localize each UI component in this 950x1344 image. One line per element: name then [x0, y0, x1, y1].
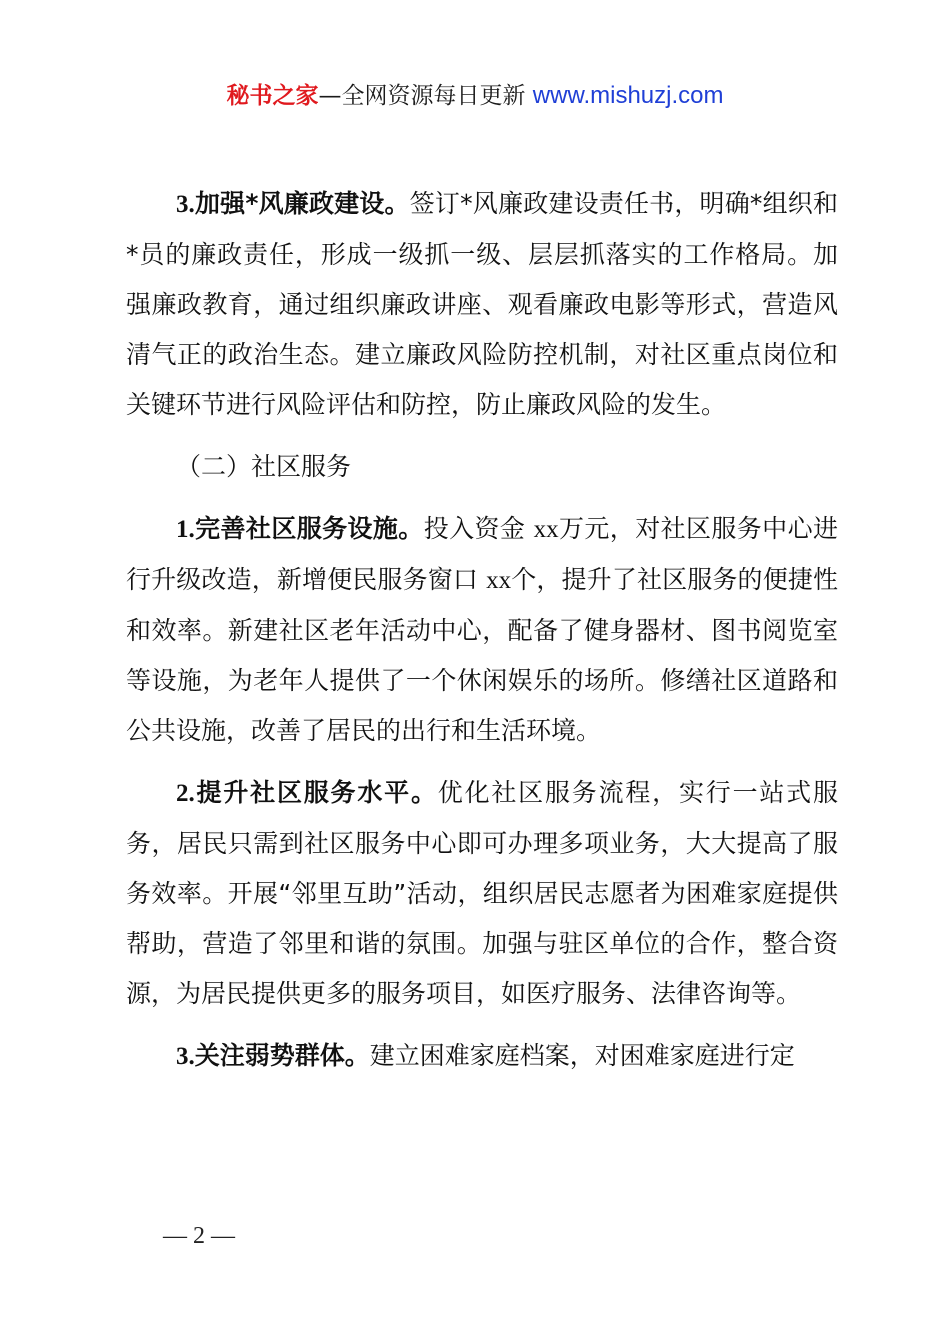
item-lead: 完善社区服务设施。: [194, 514, 424, 543]
site-url-link[interactable]: www.mishuzj.com: [532, 82, 724, 109]
document-body: [126, 179, 838, 1094]
item-text: 万元，对社区服务中心进行升级改造，新增便民服务窗口: [126, 514, 838, 594]
item-number: 3.: [176, 191, 195, 218]
paragraph-service-level: [126, 768, 838, 1019]
item-lead: 提升社区服务水平。: [194, 778, 438, 807]
item-number: 2.: [176, 780, 195, 807]
paragraph-vulnerable-groups: [126, 1031, 838, 1082]
site-banner: [0, 80, 950, 112]
placeholder-count: xx: [486, 567, 512, 594]
item-lead: 关注弱势群体。: [194, 1041, 370, 1070]
item-text: 投入资金: [423, 514, 526, 543]
paragraph-integrity-building: [126, 179, 838, 430]
placeholder-amount: xx: [533, 516, 559, 543]
section-heading-community-service: （二）社区服务: [176, 452, 352, 481]
item-number: 3.: [176, 1043, 195, 1070]
paragraph-service-facilities: [126, 504, 838, 756]
item-text: 个，提升了社区服务的便捷性和效率。新建社区老年活动中心，配备了健身器材、图书阅览室等设施，为老年人提供了一个休闲娱乐的场所。修缮社区道路和公共设施，改善了居民的出行和生活环境。: [126, 565, 838, 745]
banner-tagline: —全网资源每日更新: [318, 83, 526, 109]
page-number: — 2 —: [163, 1223, 235, 1249]
brand-name: 秘书之家: [226, 83, 319, 109]
item-text: 优化社区服务流程，实行一站式服务，居民只需到社区服务中心即可办理多项业务，大大提高了服务效率。开展“邻里互助”活动，组织居民志愿者为困难家庭提供帮助，营造了邻里和谐的氛围。加强与驻区单位的合作，整合资源，为居民提供更多的服务项目，如医疗服务、法律咨询等。: [126, 778, 838, 1008]
item-text: 签订*风廉政建设责任书，明确*组织和*员的廉政责任，形成一级抓一级、层层抓落实的工作格局。加强廉政教育，通过组织廉政讲座、观看廉政电影等形式，营造风清气正的政治生态。建立廉政风险防控机制，对社区重点岗位和关键环节进行风险评估和防控，防止廉政风险的发生。: [126, 189, 838, 419]
item-number: 1.: [176, 516, 195, 543]
item-lead: 加强*风廉政建设。: [194, 189, 410, 218]
item-text: 建立困难家庭档案，对困难家庭进行定: [369, 1041, 795, 1070]
